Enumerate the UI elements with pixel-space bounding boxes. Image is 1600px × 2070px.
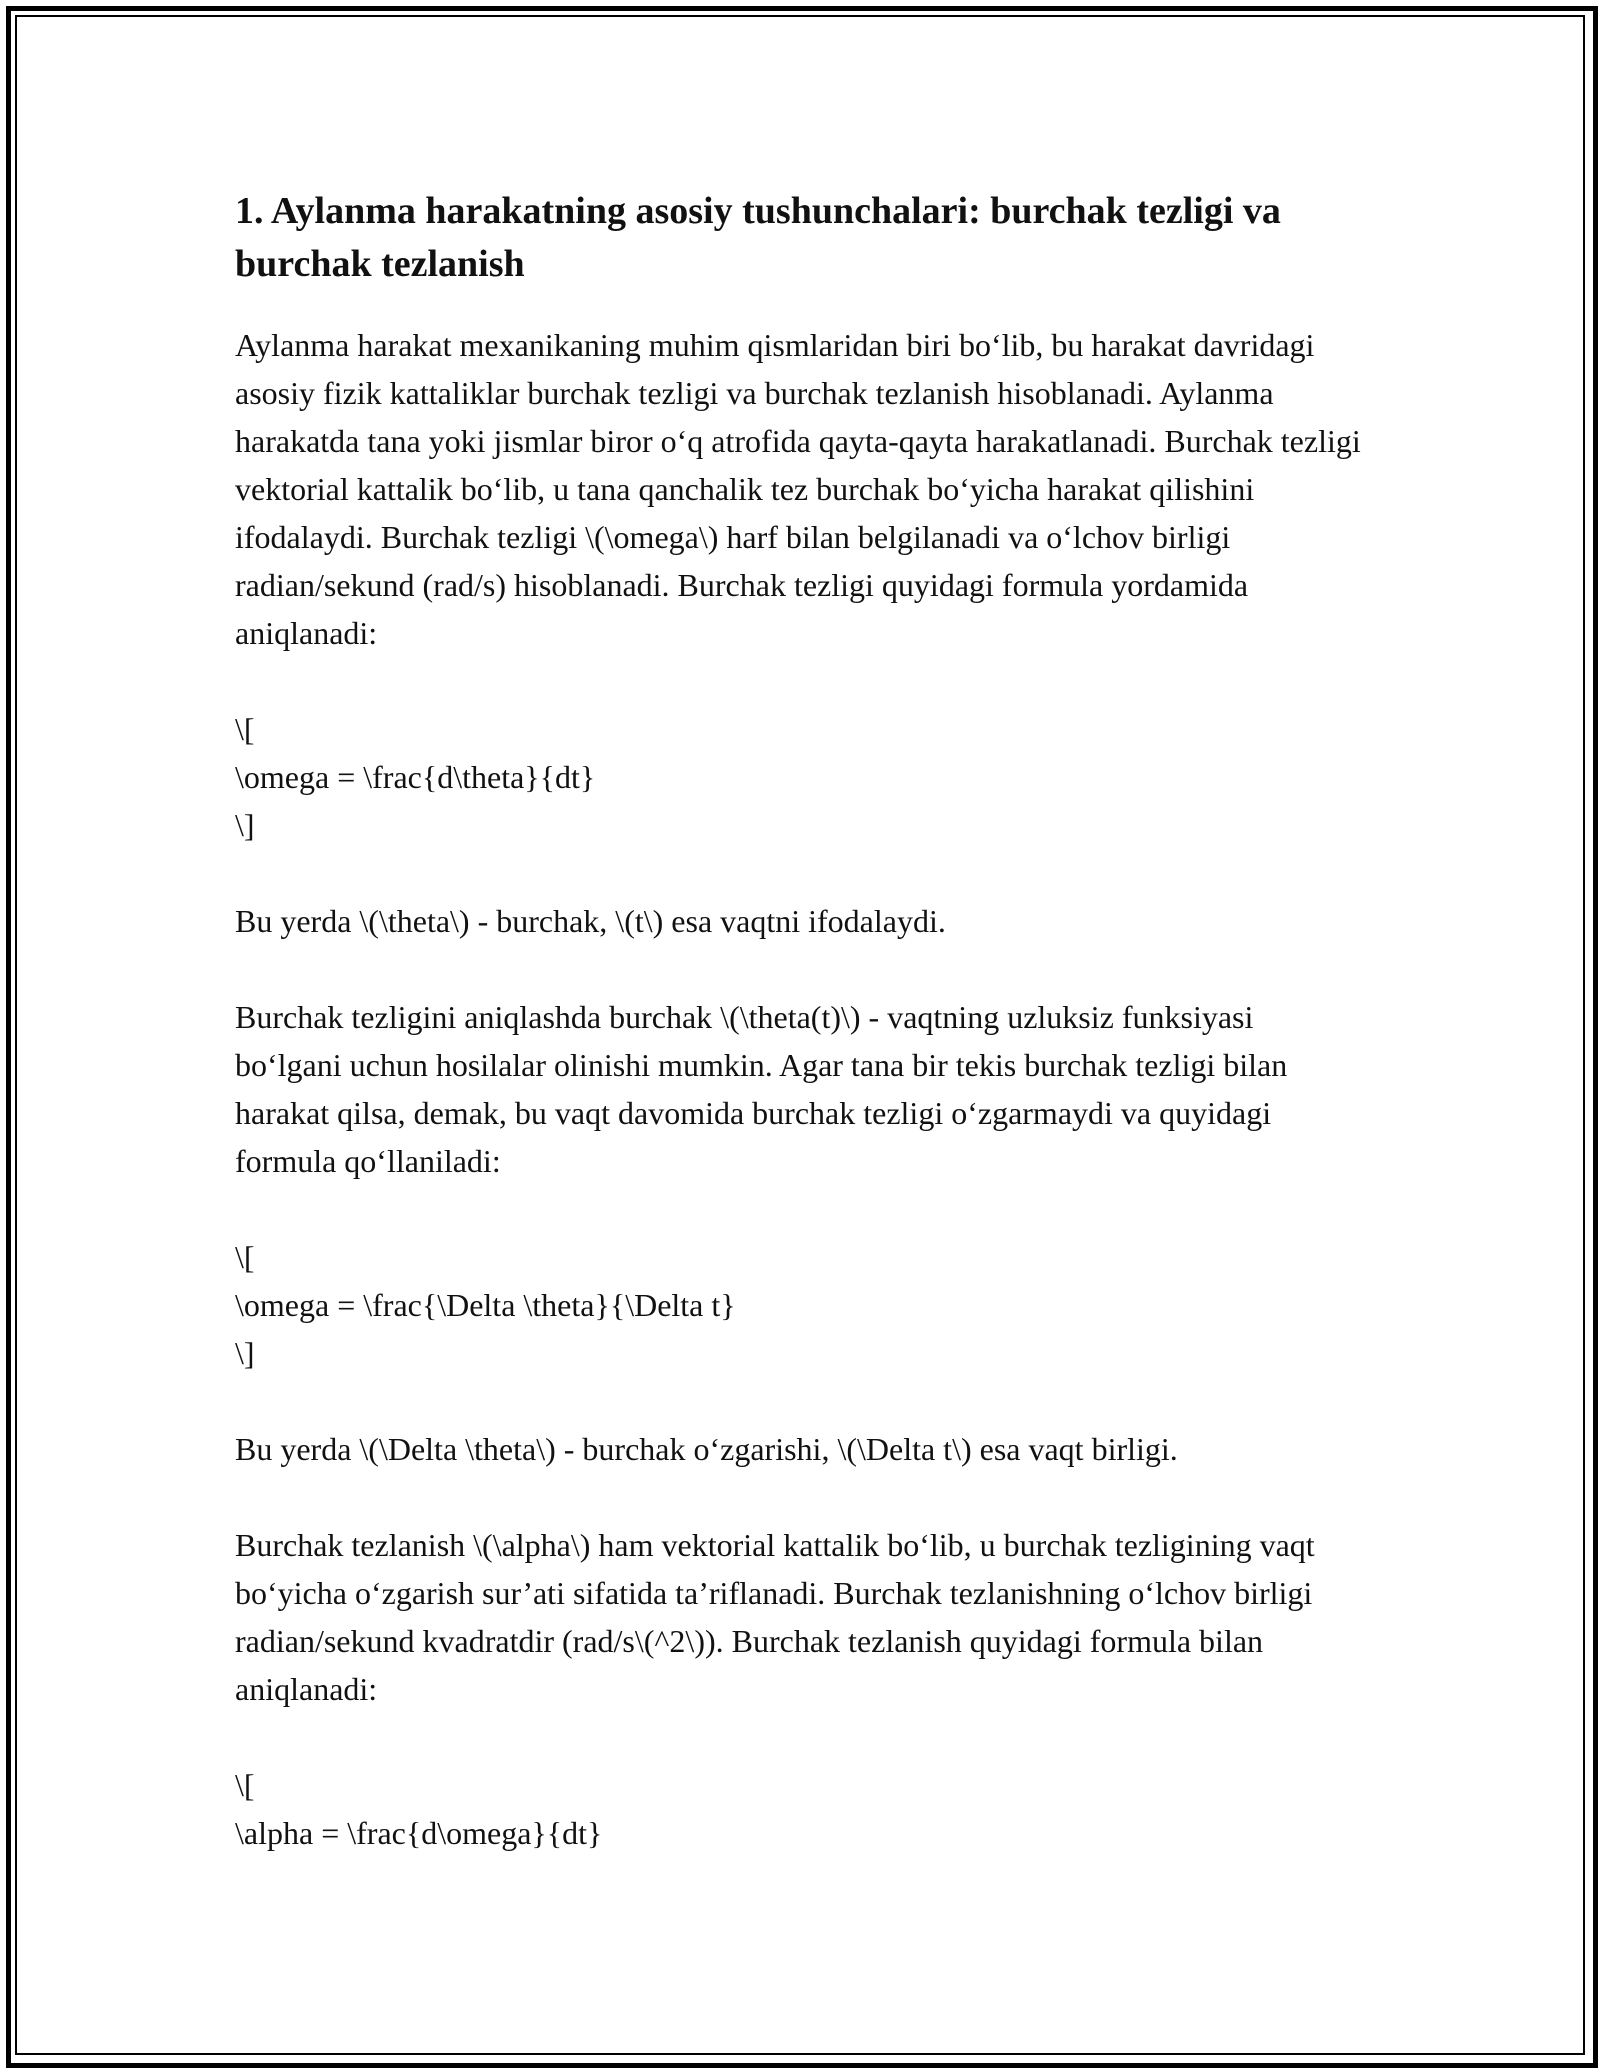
paragraph-uniform-rotation: Burchak tezligini aniqlashda burchak \(\theta(t)\) - vaqtning uzluksiz funksiyasi bo‘lgani uchun hosilalar olinishi mumkin. Agar tana bir tekis burchak tezligi bilan harakat qilsa, demak, bu vaqt davomida burchak tezligi o‘zgarmaydi va quyidagi formula qo‘llaniladi: <box>235 999 1288 1179</box>
formula-open-delimiter: \[ <box>235 1767 255 1803</box>
formula-close-delimiter: \] <box>235 807 255 843</box>
formula-expression: \omega = \frac{d\theta}{dt} <box>235 759 596 795</box>
paragraph-intro: Aylanma harakat mexanikaning muhim qismlaridan biri bo‘lib, bu harakat davridagi asosiy fizik kattaliklar burchak tezligi va burchak tezlanish hisoblanadi. Aylanma harakatda tana yoki jismlar biror o‘q atrofida qayta-qayta harakatlanadi. Burchak tezligi vektorial kattalik bo‘lib, u tana qanchalik tez burchak bo‘yicha harakat qilishini ifodalaydi. Burchak tezligi \(\omega\) harf bilan belgilanadi va o‘lchov birligi radian/sekund (rad/s) hisoblanadi. Burchak tezligi quyidagi formula yordamida aniqlanadi: <box>235 327 1361 651</box>
paragraph-theta-definition: Bu yerda \(\theta\) - burchak, \(t\) esa vaqtni ifodalaydi. <box>235 903 946 939</box>
section-heading: 1. Aylanma harakatning asosiy tushunchalari: burchak tezligi va burchak tezlanish <box>235 190 1281 285</box>
paragraph-angular-acceleration: Burchak tezlanish \(\alpha\) ham vektorial kattalik bo‘lib, u burchak tezligining vaqt bo‘yicha o‘zgarish sur’ati sifatida ta’riflanadi. Burchak tezlanishning o‘lchov birligi radian/sekund kvadratdir (rad/s\(^2\)). Burchak tezlanish quyidagi formula bilan aniqlanadi: <box>235 1527 1315 1707</box>
formula-open-delimiter: \[ <box>235 711 255 747</box>
document-body <box>235 185 1365 1905</box>
formula-open-delimiter: \[ <box>235 1239 255 1275</box>
formula-average-angular-velocity <box>235 1233 1365 1377</box>
formula-expression: \alpha = \frac{d\omega}{dt} <box>235 1815 603 1851</box>
formula-expression: \omega = \frac{\Delta \theta}{\Delta t} <box>235 1287 736 1323</box>
formula-angular-velocity <box>235 705 1365 849</box>
formula-close-delimiter: \] <box>235 1335 255 1371</box>
formula-angular-acceleration <box>235 1761 1365 1857</box>
paragraph-delta-definition: Bu yerda \(\Delta \theta\) - burchak o‘zgarishi, \(\Delta t\) esa vaqt birligi. <box>235 1431 1178 1467</box>
